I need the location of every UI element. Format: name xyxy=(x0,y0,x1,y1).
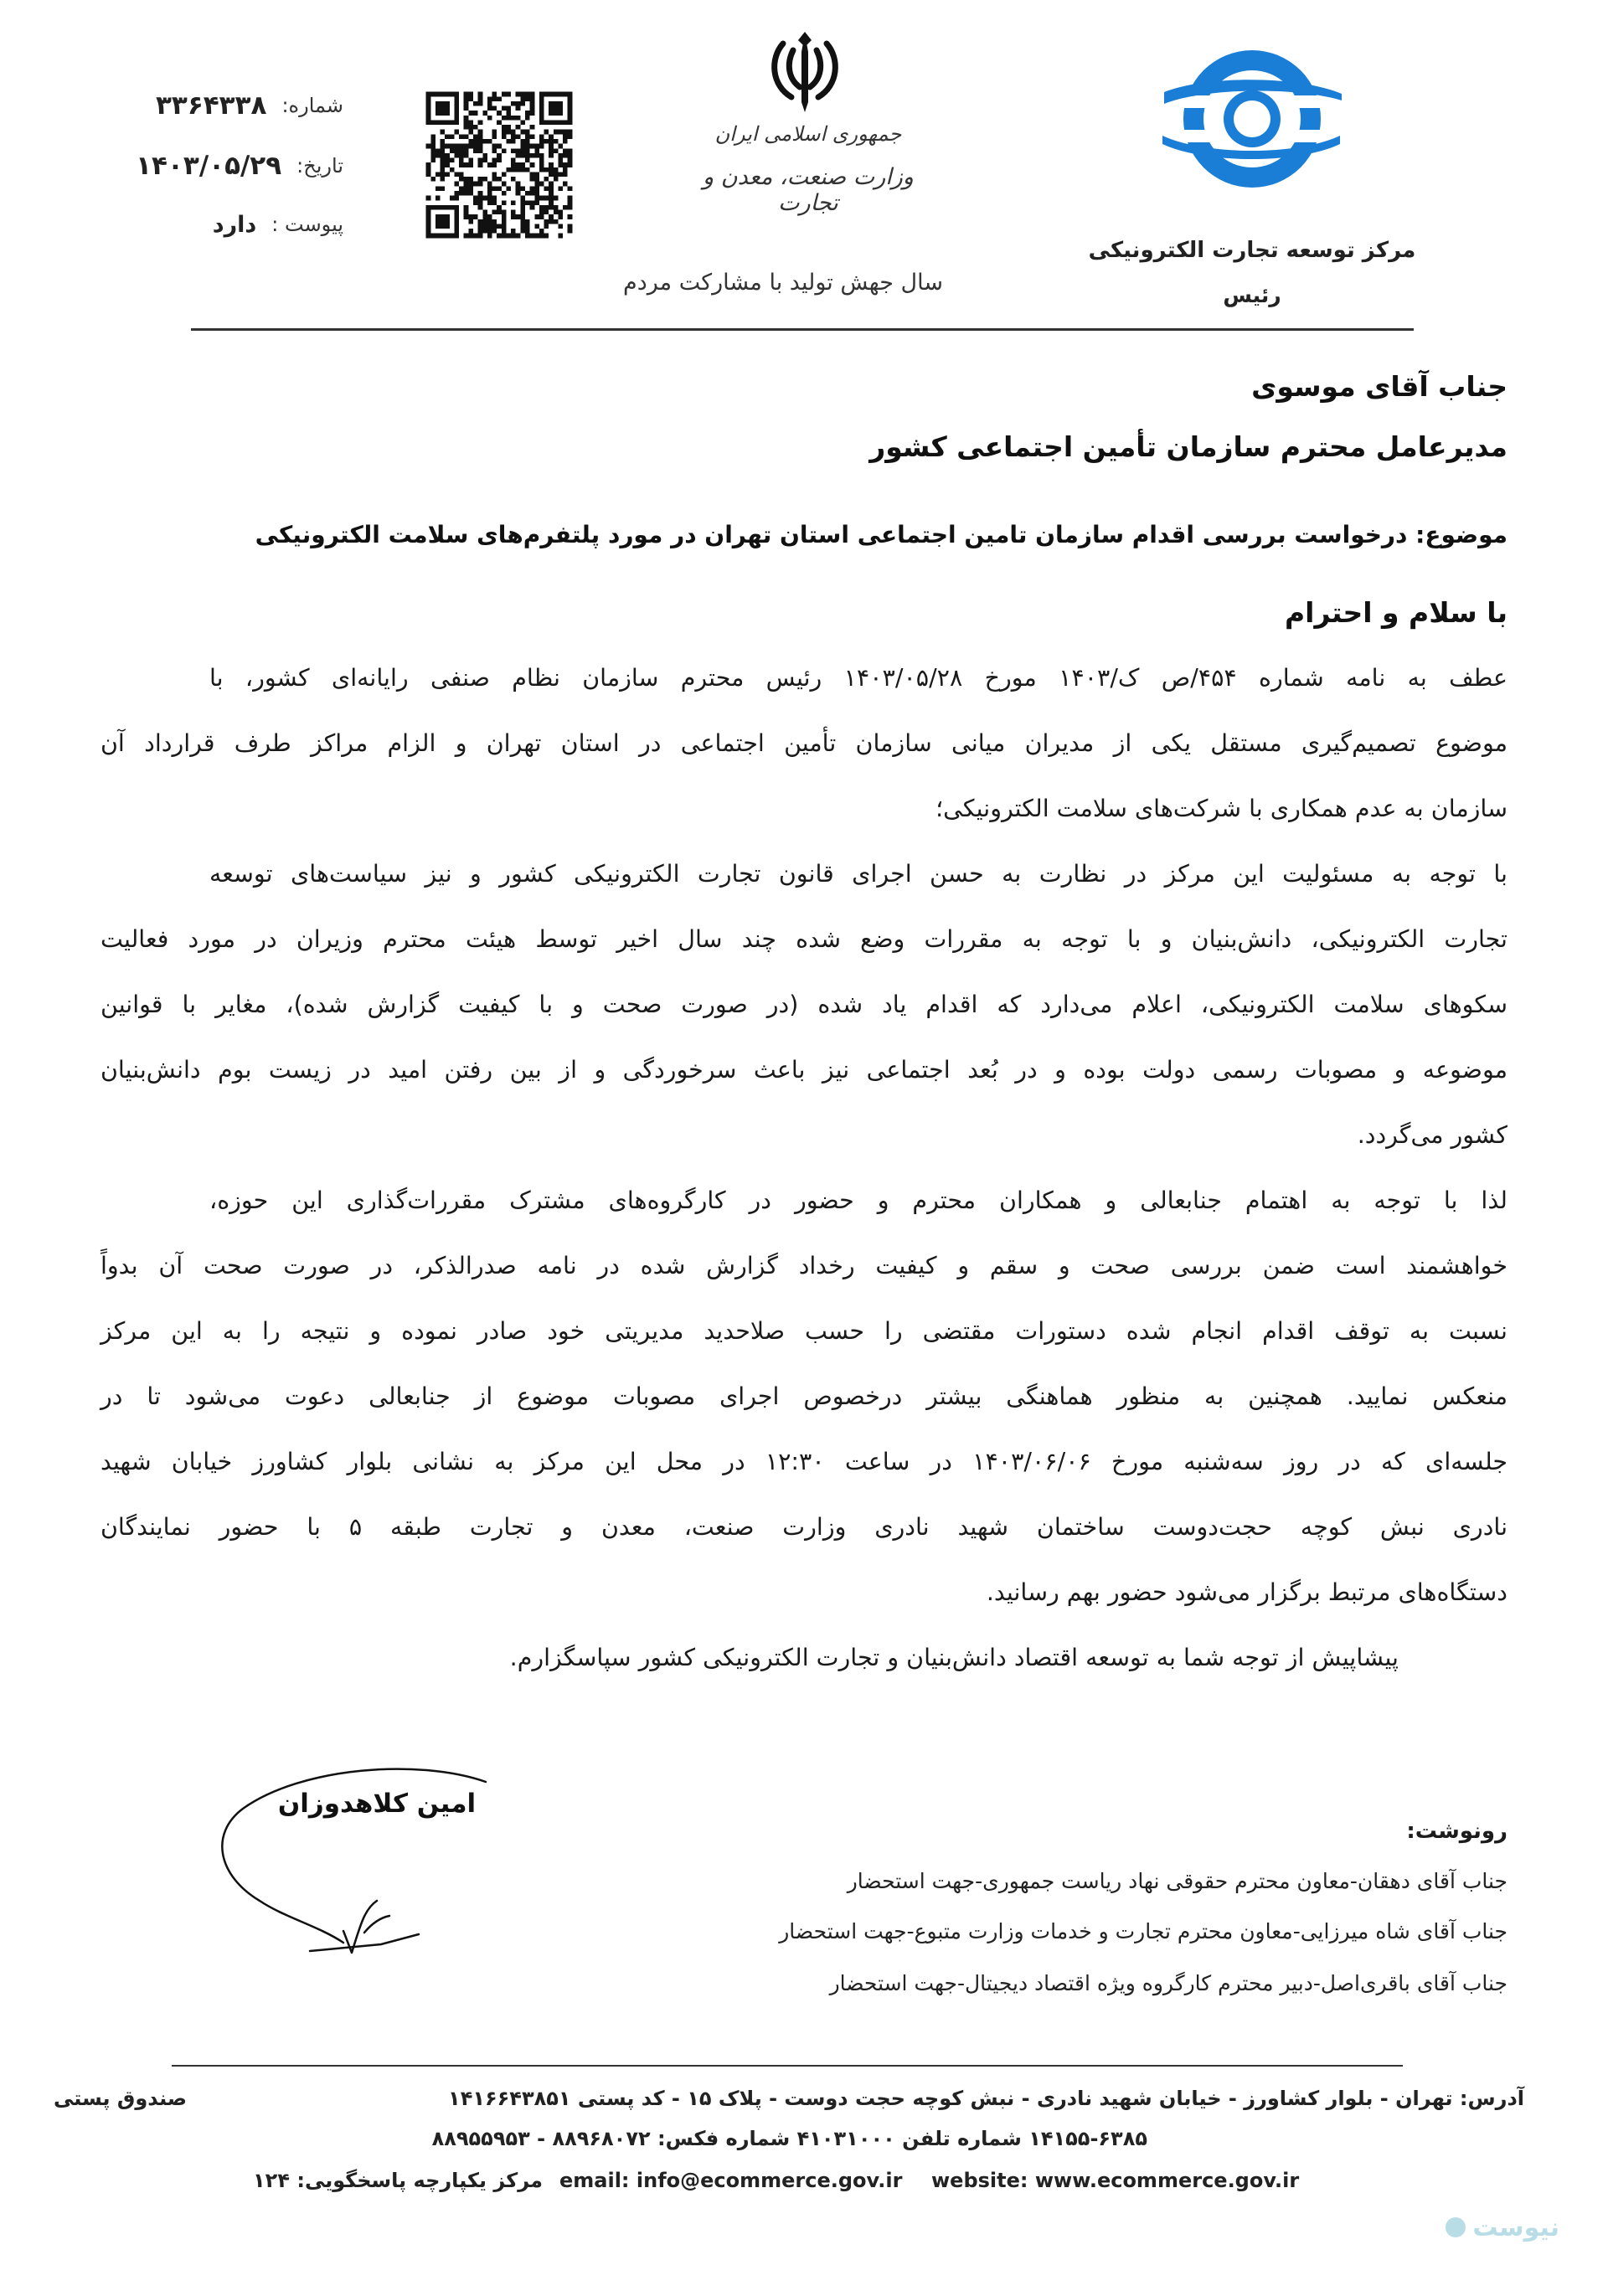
footer-phones: ۱۴۱۵۵-۶۳۸۵ شماره تلفن ۴۱۰۳۱۰۰۰ شماره فکس: ۸۸۹۶۸۰۷۲ - ۸۸۹۵۵۹۵۳ xyxy=(431,2127,1147,2150)
body-line: موضوع تصمیم‌گیری مستقل یکی از مدیران میانی سازمان تأمین اجتماعی در استان تهران و الزام مراکز طرف قرارداد آن xyxy=(100,729,1508,757)
letter-number-label: شماره: xyxy=(281,94,343,117)
closing-line: پیشاپیش از توجه شما به توسعه اقتصاد دانش‌بنیان و تجارت الکترونیکی کشور سپاسگزارم. xyxy=(509,1644,1399,1671)
addressee-name: جناب آقای موسوی xyxy=(1251,370,1508,403)
letter-number-row xyxy=(109,87,343,124)
body-line: دستگاه‌های مرتبط برگزار می‌شود حضور بهم رسانید. xyxy=(986,1578,1508,1606)
watermark xyxy=(1392,2211,1559,2244)
cc-title: رونوشت: xyxy=(1406,1819,1508,1844)
footer-call-center: مرکز یکپارچه پاسخگویی: ۱۲۴ xyxy=(253,2169,543,2192)
header-divider xyxy=(191,328,1414,331)
iran-emblem-icon xyxy=(758,25,852,119)
year-slogan: سال جهش تولید با مشارکت مردم xyxy=(623,270,943,296)
body-line: لذا با توجه به اهتمام جنابعالی و همکاران محترم و حضور در کارگروه‌های مشترک مقررات‌گذاری این حوزه، xyxy=(209,1187,1508,1214)
letter-date-value: ۱۴۰۳/۰۵/۲۹ xyxy=(136,151,282,181)
org-name: مرکز توسعه تجارت الکترونیکی xyxy=(1088,238,1416,263)
body-line: نسبت به توقف اقدام انجام شده دستورات مقتضی را حسب صلاحدید مدیریتی خود صادر نموده و نتیجه را به این مرکز xyxy=(100,1317,1508,1345)
body-line: کشور می‌گردد. xyxy=(1357,1121,1508,1149)
body-line: عطف به نامه شماره ۴۵۴/ص ک/۱۴۰۳ مورخ ۱۴۰۳/۰۵/۲۸ رئیس محترم سازمان نظام صنفی رایانه‌ای کشور، با xyxy=(209,664,1508,692)
letter-date-label: تاریخ: xyxy=(296,154,343,178)
gov-line-1: جمهوری اسلامی ایران xyxy=(714,122,902,146)
letter-date-row xyxy=(109,147,343,184)
body-line: خواهشمند است ضمن بررسی صحت و سقم و کیفیت رخداد گزارش شده در نامه صدرالذکر، در صورت صحت آن بدواً xyxy=(100,1252,1508,1279)
footer-website: website: www.ecommerce.gov.ir xyxy=(931,2169,1300,2192)
attachment-label: پیوست : xyxy=(271,213,343,236)
cc-item: جناب آقای دهقان-معاون محترم حقوقی نهاد ریاست جمهوری-جهت استحضار xyxy=(847,1869,1508,1893)
qr-code-icon xyxy=(421,87,577,243)
body-line: جلسه‌ای که در روز سه‌شنبه مورخ ۱۴۰۳/۰۶/۰۶ در ساعت ۱۲:۳۰ در محل این مرکز به نشانی بلوار کشاورز خیابان شهید xyxy=(100,1448,1508,1475)
footer-address: آدرس: تهران - بلوار کشاورز - خیابان شهید نادری - نبش کوچه حجت دوست - پلاک ۱۵ - کد پستی ۱۴۱۶۶۴۳۸۵۱ xyxy=(448,2087,1524,2110)
attachment-row xyxy=(109,206,343,243)
attachment-value: دارد xyxy=(212,211,257,238)
body-line: سازمان به عدم همکاری با شرکت‌های سلامت الکترونیکی؛ xyxy=(935,795,1508,822)
footer-email: email: info@ecommerce.gov.ir xyxy=(559,2169,903,2192)
addressee-title: مدیرعامل محترم سازمان تأمین اجتماعی کشور xyxy=(869,430,1508,463)
watermark-text: نیوست xyxy=(1472,2212,1559,2242)
cc-item: جناب آقای شاه میرزایی-معاون محترم تجارت و خدمات وزارت متبوع-جهت استحضار xyxy=(779,1919,1508,1943)
ecommerce-center-logo xyxy=(1156,42,1348,201)
signer-name: امین کلاهدوزان xyxy=(277,1789,477,1819)
body-line: منعکس نمایید. همچنین به منظور هماهنگی بیشتر درخصوص اجرای مصوبات موضوع از جنابعالی دعوت می‌شود تا در xyxy=(100,1382,1508,1410)
body-line: سکوهای سلامت الکترونیکی، اعلام می‌دارد که اقدام یاد شده (در صورت صحت و با کیفیت گزارش شده)، مغایر با قوانین xyxy=(100,991,1508,1018)
footer-divider xyxy=(172,2065,1403,2067)
greeting: با سلام و احترام xyxy=(1284,596,1508,629)
letter-number-value: ۳۳۶۴۳۳۸ xyxy=(156,90,267,121)
body-line: نادری نبش کوچه حجت‌دوست ساختمان شهید نادری وزارت صنعت، معدن و تجارت طبقه ۵ با حضور نمایندگان xyxy=(100,1513,1508,1541)
org-role: رئیس xyxy=(1223,283,1281,307)
watermark-logo-icon xyxy=(1446,2217,1466,2237)
body-line: موضوعه و مصوبات رسمی دولت بوده و در بُعد اجتماعی نیز باعث سرخوردگی و از بین رفتن امید در زیست بوم دانش‌بنیان xyxy=(100,1056,1508,1084)
footer-po-box-label: صندوق پستی xyxy=(54,2087,188,2110)
letter-subject: موضوع: درخواست بررسی اقدام سازمان تامین اجتماعی استان تهران در مورد پلتفرم‌های سلامت الکترونیکی xyxy=(255,521,1508,548)
body-line: با توجه به مسئولیت این مرکز در نظارت به حسن اجرای قانون تجارت الکترونیکی کشور و نیز سیاست‌های توسعه xyxy=(209,860,1508,888)
cc-item: جناب آقای باقری‌اصل-دبیر محترم کارگروه ویژه اقتصاد دیجیتال-جهت استحضار xyxy=(829,1971,1508,1995)
gov-line-2: وزارت صنعت، معدن و تجارت xyxy=(703,164,914,216)
body-line: تجارت الکترونیکی، دانش‌بنیان و با توجه به مقررات وضع شده چند سال اخیر توسط هیئت محترم وزیران در مورد فعالیت xyxy=(100,925,1508,953)
